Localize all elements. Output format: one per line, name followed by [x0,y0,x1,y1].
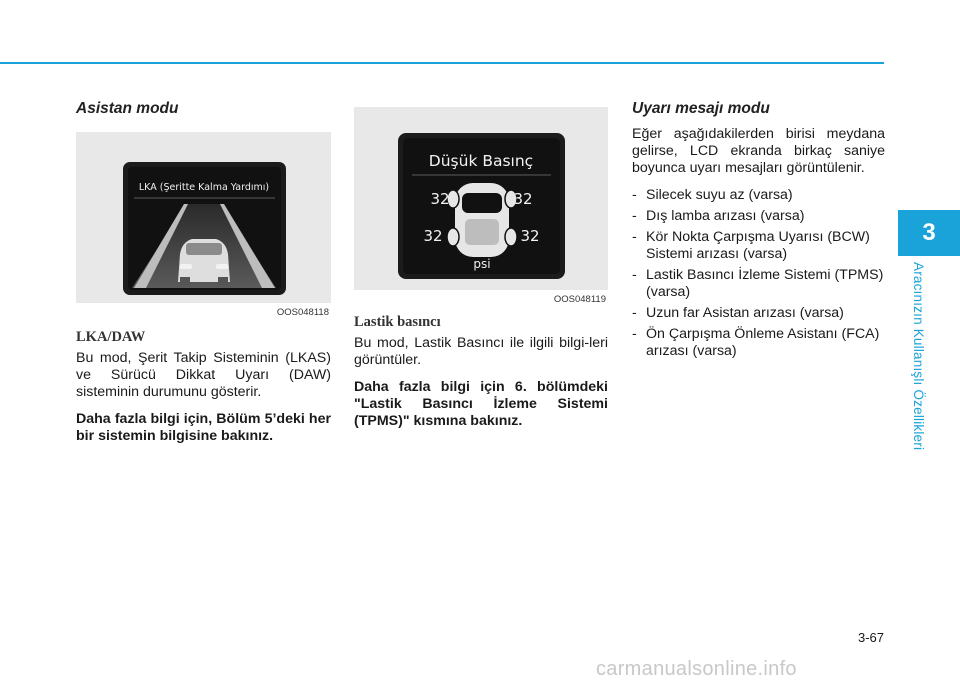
list-dash: - [632,187,637,203]
page-number: 3-67 [858,630,885,645]
list-item: - Ön Çarpışma Önleme Asistanı (FCA) arızası (varsa) [632,326,880,359]
figure-code: OOS048119 [553,294,606,305]
list-dash: - [632,326,637,342]
chapter-number-tab: 3 [898,210,960,256]
tpms-screen-illustration [354,107,608,290]
car-rear-illustration [178,239,230,285]
lka-screen-text: LKA (Şeritte Kalma Yardımı) [138,182,270,193]
list-item: - Silecek suyu az (varsa) [632,187,793,203]
list-dash: - [632,267,637,283]
tire-value-front-left: 32 [430,190,450,208]
tire-value-rear-left: 32 [423,227,443,245]
tire-pressure-unit: psi [473,257,491,271]
tire-value-rear-right: 32 [520,227,540,245]
paragraph-tire-pressure: Bu mod, Lastik Basıncı ile ilgili bilgi-leri görüntüler. [354,335,608,368]
figure-tire-pressure-display [354,107,608,305]
paragraph-warning-mode: Eğer aşağıdakilerden birisi meydana gelirse, LCD ekranda birkaç saniye boyunca uyarı mesajları görüntülenir. [632,126,885,176]
list-dash: - [632,229,637,245]
warning-message-list [632,187,885,360]
figure-lka-display [76,132,331,318]
subheading-tire-pressure: Lastik basıncı [354,314,441,330]
column-tire-pressure [354,107,608,440]
tpms-screen-title: Düşük Basınç [428,152,534,170]
car-top-view-icon [447,183,517,257]
section-heading-assistant-mode: Asistan modu [76,100,179,117]
chapter-title: Aracınızın Kullanışlı Özellikleri [911,262,926,451]
list-item: - Dış lamba arızası (varsa) [632,208,805,224]
section-heading-warning-mode: Uyarı mesajı modu [632,100,770,117]
list-item: - Uzun far Asistan arızası (varsa) [632,305,844,321]
list-dash: - [632,305,637,321]
paragraph-lka-daw: Bu mod, Şerit Takip Sisteminin (LKAS) ve Sürücü Dikkat Uyarı (DAW) sisteminin durumunu gösterir. [76,350,331,400]
figure-code: OOS048118 [276,307,329,318]
subheading-lka-daw: LKA/DAW [76,329,146,345]
note-tire-pressure: Daha fazla bilgi için 6. bölümdeki "Lastik Basıncı İzleme Sistemi (TPMS)" kısmına bakınız. [354,379,608,429]
lka-screen-illustration [76,132,331,303]
column-assistant-mode [76,100,331,455]
list-item: - Kör Nokta Çarpışma Uyarısı (BCW) Sistemi arızası (varsa) [632,229,870,262]
watermark: carmanualsonline.info [596,658,797,680]
list-item: - Lastik Basıncı İzleme Sistemi (TPMS) (varsa) [632,267,884,300]
tire-value-front-right: 32 [513,190,533,208]
header-rule [0,62,884,64]
column-warning-message-mode [632,100,885,364]
note-lka-daw: Daha fazla bilgi için, Bölüm 5’deki her bir sistemin bilgisine bakınız. [76,411,331,444]
list-dash: - [632,208,637,224]
